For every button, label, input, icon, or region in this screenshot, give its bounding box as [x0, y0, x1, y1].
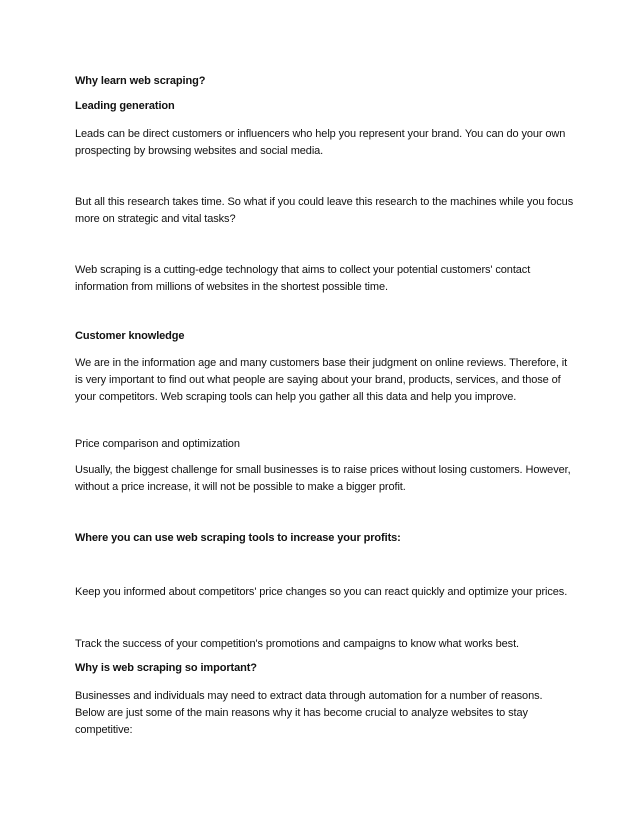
paragraph-track-line: Track the success of your competition's promotions and campaigns to know what works best. — [75, 638, 519, 650]
paragraph-leads-line: Leads can be direct customers or influencers who help you represent your brand. You can do your own — [75, 128, 566, 140]
paragraph-research-line: more on strategic and vital tasks? — [75, 213, 236, 225]
heading-why-learn: Why learn web scraping? — [75, 75, 206, 87]
paragraph-knowledge-line: your competitors. Web scraping tools can help you gather all this data and help you improve. — [75, 391, 517, 403]
heading-why-important: Why is web scraping so important? — [75, 662, 257, 674]
heading-leading-generation: Leading generation — [75, 100, 175, 112]
paragraph-technology-line: information from millions of websites in the shortest possible time. — [75, 281, 388, 293]
paragraph-leads-line: prospecting by browsing websites and social media. — [75, 145, 324, 157]
paragraph-research-line: But all this research takes time. So what if you could leave this research to the machines while you focus — [75, 196, 574, 208]
heading-where-use: Where you can use web scraping tools to increase your profits: — [75, 532, 401, 544]
heading-customer-knowledge: Customer knowledge — [75, 330, 185, 342]
paragraph-knowledge-line: We are in the information age and many customers base their judgment on online reviews. Therefore, it — [75, 357, 568, 369]
heading-price-comparison: Price comparison and optimization — [75, 438, 240, 450]
paragraph-price-line: Usually, the biggest challenge for small businesses is to raise prices without losing customers. However, — [75, 464, 571, 476]
paragraph-important-line: Businesses and individuals may need to extract data through automation for a number of reasons. — [75, 690, 543, 702]
paragraph-important-line: Below are just some of the main reasons why it has become crucial to analyze websites to stay — [75, 707, 528, 719]
paragraph-informed-line: Keep you informed about competitors' price changes so you can react quickly and optimize your prices. — [75, 586, 568, 598]
paragraph-technology-line: Web scraping is a cutting-edge technology that aims to collect your potential customers' contact — [75, 264, 531, 276]
paragraph-price-line: without a price increase, it will not be possible to make a bigger profit. — [75, 481, 406, 493]
paragraph-important-line: competitive: — [75, 724, 133, 736]
paragraph-knowledge-line: is very important to find out what people are saying about your brand, products, services, and those of — [75, 374, 561, 386]
